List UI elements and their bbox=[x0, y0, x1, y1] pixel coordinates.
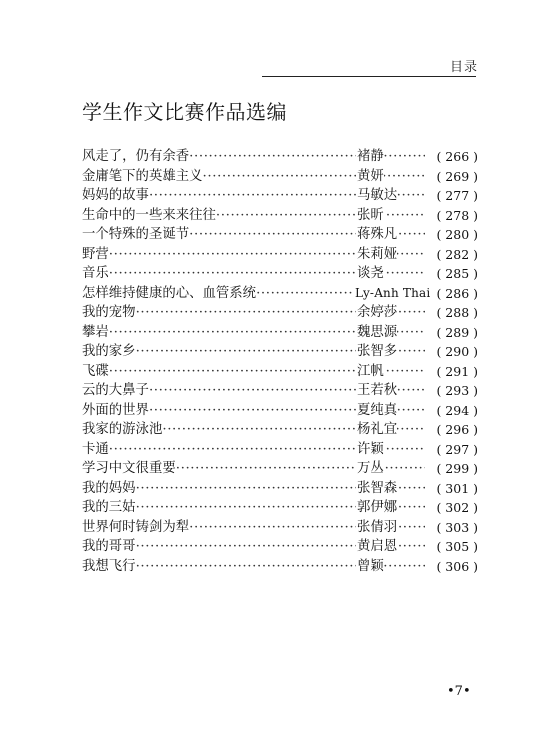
toc-entry[interactable] bbox=[82, 245, 478, 265]
toc-author: 杨礼宜 bbox=[356, 420, 397, 440]
toc-title: 怎样维持健康的心、血管系统 bbox=[82, 285, 257, 301]
toc-entry[interactable] bbox=[82, 440, 478, 460]
toc-page-number: ( 291 ) bbox=[436, 363, 478, 379]
toc-entry[interactable] bbox=[82, 186, 478, 206]
toc-page-number: ( 286 ) bbox=[436, 285, 478, 301]
toc-page-number: ( 302 ) bbox=[436, 500, 478, 515]
toc-title: 云的大鼻子 bbox=[82, 383, 149, 398]
toc-title: 生命中的一些来来往往 bbox=[82, 207, 216, 223]
toc-entry[interactable] bbox=[82, 381, 478, 401]
toc-author: 马敏达 bbox=[356, 186, 397, 206]
toc-page-number: ( 297 ) bbox=[436, 441, 478, 457]
toc-page-number: ( 277 ) bbox=[436, 188, 478, 203]
toc-page-number: ( 266 ) bbox=[436, 149, 478, 164]
toc-author: 余婷莎 bbox=[356, 303, 397, 323]
toc-entry[interactable] bbox=[82, 323, 478, 343]
toc-author: Ly-Anh Thai bbox=[354, 284, 430, 304]
toc-author: 张倩羽 bbox=[356, 518, 397, 538]
toc-title: 外面的世界 bbox=[82, 402, 149, 418]
toc-entry[interactable] bbox=[82, 401, 478, 421]
toc-entry[interactable] bbox=[82, 557, 478, 577]
toc-entry[interactable] bbox=[82, 225, 478, 245]
toc-author: 张智多 bbox=[356, 342, 397, 362]
toc-title: 学习中文很重要 bbox=[82, 461, 176, 476]
toc-author: 夏纯真 bbox=[356, 401, 397, 421]
toc-entry[interactable] bbox=[82, 479, 478, 499]
toc-entry[interactable] bbox=[82, 459, 478, 479]
toc-title: 我的妈妈 bbox=[82, 480, 136, 496]
toc-title: 音乐 bbox=[82, 266, 109, 281]
running-header: 目录 bbox=[450, 60, 479, 75]
toc-author: 万丛 bbox=[356, 459, 384, 479]
toc-page-number: ( 299 ) bbox=[436, 461, 478, 476]
toc-author: 张昕 bbox=[356, 206, 384, 226]
toc-entry[interactable] bbox=[82, 518, 478, 538]
toc-entry[interactable] bbox=[82, 342, 478, 362]
toc-page-number: ( 288 ) bbox=[436, 305, 478, 320]
toc-page-number: ( 294 ) bbox=[436, 402, 478, 418]
toc-page-number: ( 305 ) bbox=[436, 539, 478, 554]
toc-page-number: ( 280 ) bbox=[436, 227, 478, 242]
toc-title: 飞碟 bbox=[82, 363, 109, 379]
toc-title: 野营 bbox=[82, 246, 109, 262]
toc-title: 攀岩 bbox=[82, 324, 109, 340]
toc-author: 郭伊娜 bbox=[356, 498, 397, 518]
toc-page-number: ( 269 ) bbox=[436, 168, 478, 184]
toc-entry[interactable] bbox=[82, 284, 478, 304]
toc-title: 卡通 bbox=[82, 441, 109, 457]
toc-page-number: ( 306 ) bbox=[436, 558, 478, 574]
toc-title: 世界何时铸剑为犁 bbox=[82, 519, 190, 535]
toc-author: 谈尧 bbox=[356, 264, 384, 284]
toc-author: 朱莉娅 bbox=[356, 245, 397, 265]
toc-page-number: ( 290 ) bbox=[436, 344, 478, 359]
toc-author: 王若秋 bbox=[356, 381, 397, 401]
section-title: 学生作文比赛作品选编 bbox=[82, 100, 287, 124]
toc-author: 蒋殊凡 bbox=[356, 225, 397, 245]
toc-page-number: ( 301 ) bbox=[436, 480, 478, 496]
toc-author: 江帆 bbox=[356, 362, 384, 382]
toc-entry[interactable] bbox=[82, 537, 478, 557]
toc-title: 我的哥哥 bbox=[82, 539, 136, 554]
header-rule bbox=[262, 76, 476, 77]
toc-entry[interactable] bbox=[82, 303, 478, 323]
toc-author: 曾颖 bbox=[356, 557, 384, 577]
toc-entry[interactable] bbox=[82, 167, 478, 187]
toc-page-number: ( 303 ) bbox=[436, 519, 478, 535]
toc-author: 黄妍 bbox=[356, 167, 384, 187]
toc-title: 我的家乡 bbox=[82, 344, 136, 359]
toc-author: 魏思源 bbox=[356, 323, 397, 343]
toc-title: 金庸笔下的英雄主义 bbox=[82, 168, 203, 184]
toc-title: 妈妈的故事 bbox=[82, 188, 149, 203]
table-of-contents bbox=[82, 147, 478, 576]
toc-title: 我想飞行 bbox=[82, 558, 136, 574]
toc-page-number: ( 293 ) bbox=[436, 383, 478, 398]
toc-page-number: ( 285 ) bbox=[436, 266, 478, 281]
toc-entry[interactable] bbox=[82, 206, 478, 226]
toc-author: 许颖 bbox=[356, 440, 384, 460]
toc-page-number: ( 278 ) bbox=[436, 207, 478, 223]
toc-entry[interactable] bbox=[82, 264, 478, 284]
page-number: •7• bbox=[447, 684, 471, 699]
toc-page-number: ( 289 ) bbox=[436, 324, 478, 340]
toc-author: 褚静 bbox=[356, 147, 384, 167]
toc-title: 一个特殊的圣诞节 bbox=[82, 227, 190, 242]
toc-page-number: ( 296 ) bbox=[436, 422, 478, 437]
toc-page-number: ( 282 ) bbox=[436, 246, 478, 262]
toc-entry[interactable] bbox=[82, 498, 478, 518]
toc-author: 黄启恩 bbox=[356, 537, 397, 557]
toc-title: 我的宠物 bbox=[82, 305, 136, 320]
toc-title: 我的三姑 bbox=[82, 500, 136, 515]
toc-entry[interactable] bbox=[82, 420, 478, 440]
toc-title: 风走了，仍有余香 bbox=[82, 149, 190, 164]
toc-entry[interactable] bbox=[82, 362, 478, 382]
toc-entry[interactable] bbox=[82, 147, 478, 167]
toc-author: 张智森 bbox=[356, 479, 397, 499]
toc-title: 我家的游泳池 bbox=[82, 422, 163, 437]
